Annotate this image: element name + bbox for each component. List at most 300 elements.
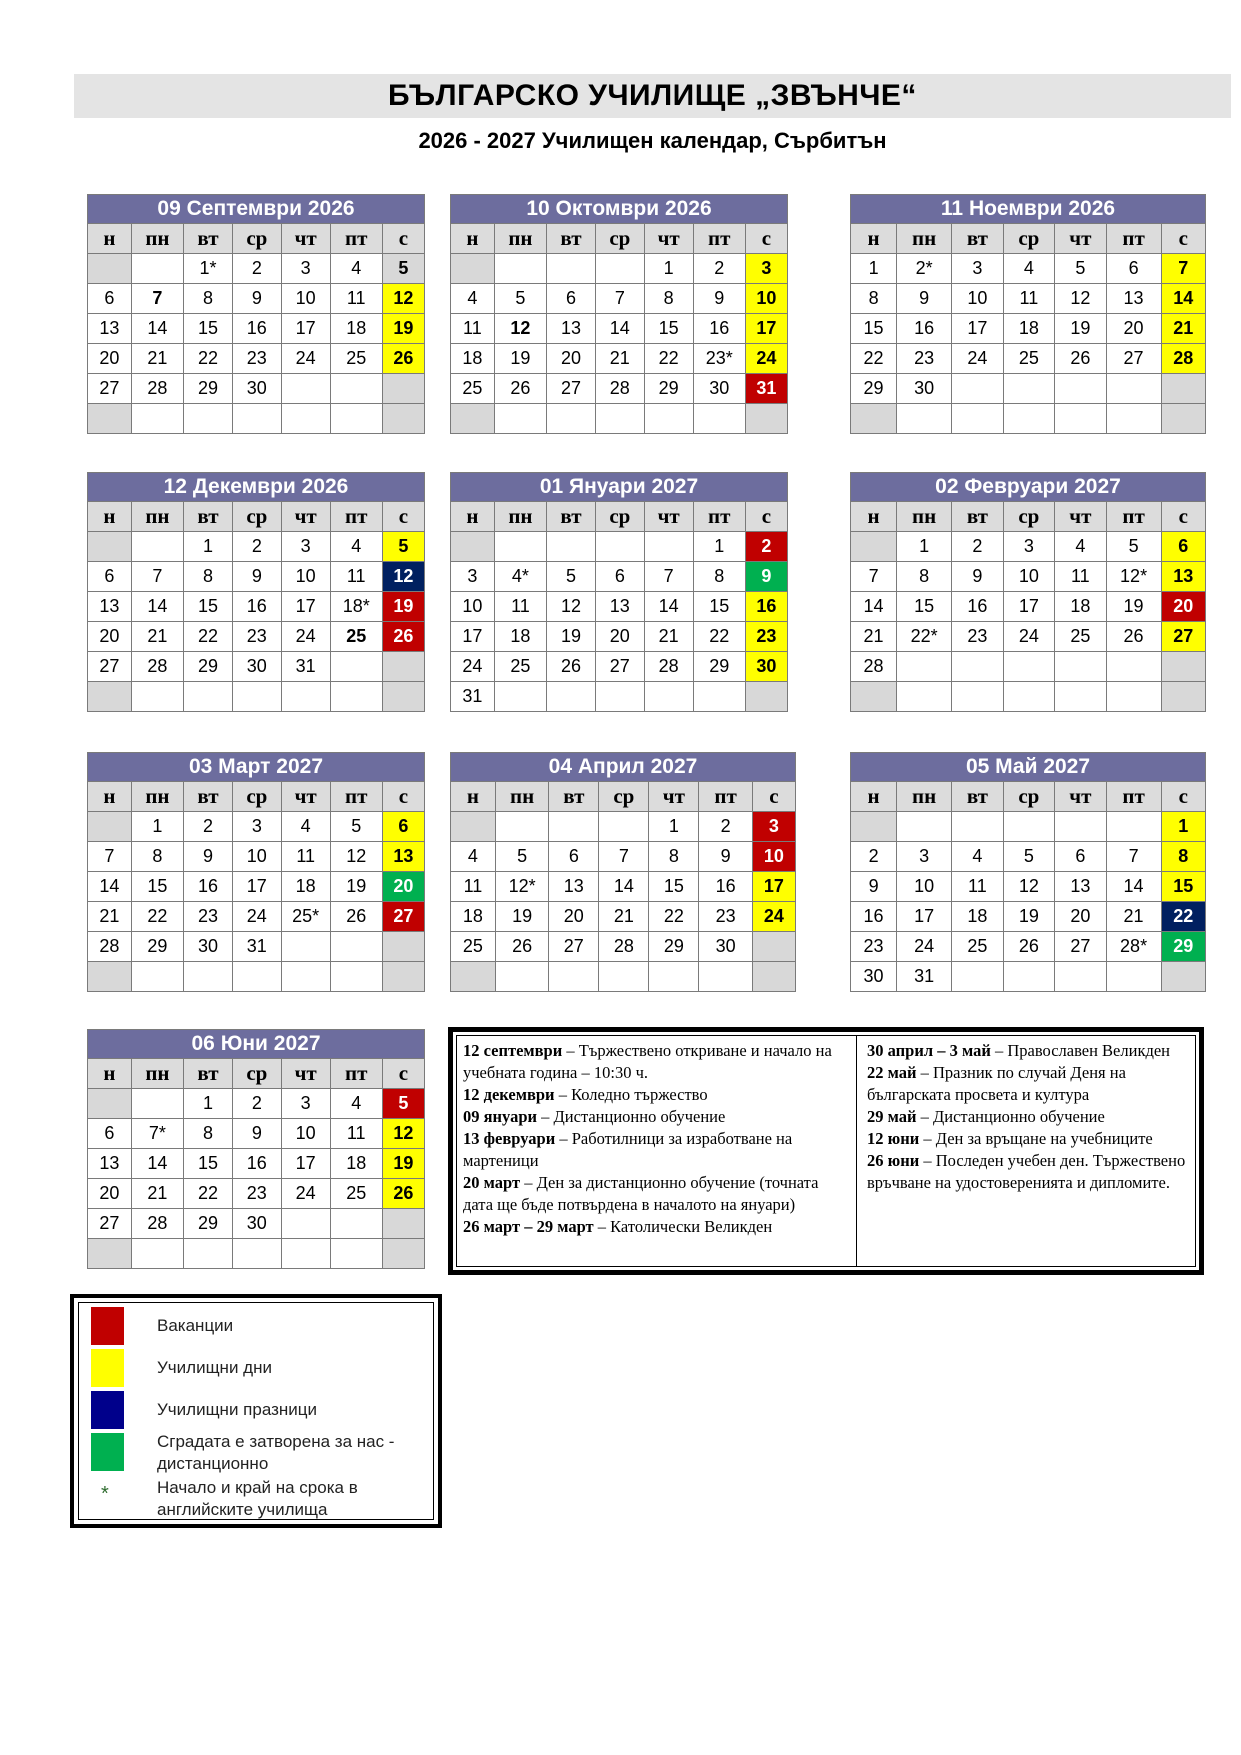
day-cell: 19: [1055, 314, 1106, 344]
month-calendar: [87, 472, 425, 712]
day-cell: 22: [184, 1179, 233, 1209]
day-cell: 21: [131, 344, 183, 374]
day-cell: 30: [851, 962, 897, 992]
week-row: [88, 1149, 425, 1179]
day-cell: 15: [693, 592, 745, 622]
day-cell: 30: [699, 932, 752, 962]
day-cell: 2: [699, 812, 752, 842]
empty-day-cell: [547, 532, 596, 562]
weekday-header: н: [88, 782, 132, 812]
day-cell: 25: [330, 622, 382, 652]
day-cell: 18*: [330, 592, 382, 622]
note-entry: 13 февруари – Работилници за изработване на мартеници: [463, 1129, 793, 1170]
empty-day-cell: [851, 812, 897, 842]
day-cell: 17: [1003, 592, 1054, 622]
weekday-header: пт: [330, 502, 382, 532]
weekday-header: ср: [232, 782, 281, 812]
note-entry: 29 май – Дистанционно обучение: [867, 1107, 1105, 1126]
day-cell: 28: [599, 932, 649, 962]
day-cell: 23: [699, 902, 752, 932]
day-cell: 2: [851, 842, 897, 872]
day-cell: 29: [131, 932, 183, 962]
empty-day-cell: [644, 404, 693, 434]
weekday-header: ср: [232, 1059, 281, 1089]
day-cell: 2: [952, 532, 1003, 562]
weekday-header: вт: [184, 782, 233, 812]
day-cell: 30: [693, 374, 745, 404]
day-cell: 3: [281, 1089, 330, 1119]
note-date: 30 април – 3 май: [867, 1041, 991, 1060]
week-row: [451, 344, 788, 374]
weekday-header: н: [451, 782, 496, 812]
empty-day-cell: [1106, 652, 1161, 682]
week-row: [88, 962, 425, 992]
empty-day-cell: [382, 374, 424, 404]
day-cell: 16: [693, 314, 745, 344]
note-entry: 26 юни – Последен учебен ден. Тържествено връчване на удостоверенията и дипломите.: [867, 1151, 1186, 1192]
day-cell: 14: [644, 592, 693, 622]
weekday-header: ср: [595, 224, 644, 254]
day-cell: 11: [1055, 562, 1106, 592]
day-cell: 15: [649, 872, 699, 902]
day-cell: 17: [451, 622, 495, 652]
week-row: [88, 592, 425, 622]
empty-day-cell: [952, 812, 1003, 842]
day-cell: 17: [281, 592, 330, 622]
week-row: [851, 532, 1206, 562]
empty-day-cell: [1106, 682, 1161, 712]
day-cell: 17: [281, 314, 330, 344]
empty-day-cell: [851, 404, 897, 434]
weekday-header: вт: [952, 502, 1003, 532]
day-cell: 17: [281, 1149, 330, 1179]
empty-day-cell: [330, 1239, 382, 1269]
empty-day-cell: [1003, 652, 1054, 682]
note-entry: 12 септември – Тържествено откриване и начало на учебната година – 10:30 ч.: [463, 1041, 832, 1082]
day-cell: 26: [382, 1179, 424, 1209]
day-cell: 15: [184, 1149, 233, 1179]
day-cell: 27: [1161, 622, 1205, 652]
day-cell: 20: [88, 622, 132, 652]
day-cell: 31: [745, 374, 787, 404]
weekday-header: пт: [1106, 224, 1161, 254]
day-cell: 14: [131, 314, 183, 344]
empty-day-cell: [494, 682, 546, 712]
empty-day-cell: [494, 532, 546, 562]
legend-vacation-label: Ваканции: [157, 1316, 234, 1335]
day-cell: 11: [330, 562, 382, 592]
weekday-header: вт: [547, 224, 596, 254]
week-row: [451, 532, 788, 562]
day-cell: 6: [88, 284, 132, 314]
weekday-header: пн: [131, 1059, 183, 1089]
day-cell: 14: [131, 1149, 183, 1179]
day-cell: 10: [451, 592, 495, 622]
day-cell: 7: [131, 284, 183, 314]
day-cell: 29: [184, 1209, 233, 1239]
weekday-header: пн: [494, 502, 546, 532]
day-cell: 23: [184, 902, 233, 932]
day-cell: 21: [851, 622, 897, 652]
empty-day-cell: [1161, 682, 1205, 712]
note-date: 20 март: [463, 1173, 521, 1192]
weekday-header: пт: [693, 502, 745, 532]
day-cell: 22: [851, 344, 897, 374]
day-cell: 23: [952, 622, 1003, 652]
week-row: [88, 374, 425, 404]
day-cell: 28: [131, 374, 183, 404]
month-calendar: [450, 472, 788, 712]
month-calendar: [450, 752, 796, 992]
note-entry: 26 март – 29 март – Католически Великден: [463, 1217, 773, 1236]
day-cell: 4: [451, 842, 496, 872]
weekday-header: с: [745, 502, 787, 532]
empty-day-cell: [1055, 812, 1106, 842]
day-cell: 1: [851, 254, 897, 284]
day-cell: 25: [451, 932, 496, 962]
day-cell: 4: [281, 812, 330, 842]
week-row: [851, 682, 1206, 712]
weekday-header: чт: [644, 502, 693, 532]
week-row: [88, 652, 425, 682]
day-cell: 28: [131, 1209, 183, 1239]
month-title: 10 Октомври 2026: [451, 195, 788, 224]
day-cell: 6: [382, 812, 424, 842]
weekday-header: пн: [897, 502, 952, 532]
weekday-header: с: [382, 782, 424, 812]
week-row: [451, 932, 796, 962]
weekday-header: с: [745, 224, 787, 254]
empty-day-cell: [382, 652, 424, 682]
weekday-header: с: [382, 502, 424, 532]
day-cell: 1: [131, 812, 183, 842]
day-cell: 6: [595, 562, 644, 592]
legend-inner: [78, 1302, 434, 1520]
day-cell: 5: [495, 842, 548, 872]
empty-day-cell: [451, 404, 495, 434]
empty-day-cell: [1055, 962, 1106, 992]
day-cell: 24: [952, 344, 1003, 374]
day-cell: 15: [184, 314, 233, 344]
weekday-header: ср: [232, 502, 281, 532]
weekday-header: чт: [644, 224, 693, 254]
day-cell: 6: [1161, 532, 1205, 562]
day-cell: 24: [451, 652, 495, 682]
day-cell: 11: [330, 1119, 382, 1149]
day-cell: 21: [131, 622, 183, 652]
day-cell: 7: [599, 842, 649, 872]
day-cell: 7: [1161, 254, 1205, 284]
day-cell: 23*: [693, 344, 745, 374]
empty-day-cell: [952, 682, 1003, 712]
day-cell: 19: [382, 592, 424, 622]
empty-day-cell: [382, 962, 424, 992]
day-cell: 3: [232, 812, 281, 842]
day-cell: 16: [699, 872, 752, 902]
note-date: 26 юни: [867, 1151, 920, 1170]
vacation-swatch: [91, 1307, 124, 1345]
day-cell: 3: [281, 532, 330, 562]
empty-day-cell: [330, 404, 382, 434]
day-cell: 14: [851, 592, 897, 622]
day-cell: 6: [88, 1119, 132, 1149]
day-cell: 20: [549, 902, 599, 932]
empty-day-cell: [88, 682, 132, 712]
day-cell: 9: [232, 284, 281, 314]
day-cell: 10: [897, 872, 952, 902]
empty-day-cell: [382, 682, 424, 712]
day-cell: 9: [851, 872, 897, 902]
empty-day-cell: [330, 682, 382, 712]
day-cell: 11: [451, 314, 495, 344]
closed-swatch: [91, 1433, 124, 1471]
empty-day-cell: [952, 404, 1003, 434]
day-cell: 20: [88, 1179, 132, 1209]
day-cell: 26: [330, 902, 382, 932]
weekday-header: ср: [1003, 502, 1054, 532]
week-row: [451, 374, 788, 404]
day-cell: 13: [1106, 284, 1161, 314]
day-cell: 5: [1055, 254, 1106, 284]
day-cell: 12: [382, 284, 424, 314]
weekday-header: чт: [281, 782, 330, 812]
week-row: [88, 1209, 425, 1239]
day-cell: 13: [88, 314, 132, 344]
week-row: [451, 902, 796, 932]
day-cell: 8: [649, 842, 699, 872]
weekday-header: пт: [693, 224, 745, 254]
day-cell: 17: [952, 314, 1003, 344]
week-row: [451, 562, 788, 592]
day-cell: 28*: [1106, 932, 1161, 962]
day-cell: 10: [281, 562, 330, 592]
day-cell: 20: [547, 344, 596, 374]
weekday-header: вт: [184, 224, 233, 254]
day-cell: 25: [1003, 344, 1054, 374]
week-row: [851, 812, 1206, 842]
week-row: [88, 532, 425, 562]
month-title: 04 Април 2027: [451, 753, 796, 782]
week-row: [451, 842, 796, 872]
day-cell: 19: [495, 902, 548, 932]
month-calendar: [87, 1029, 425, 1269]
day-cell: 1: [693, 532, 745, 562]
day-cell: 8: [131, 842, 183, 872]
empty-day-cell: [693, 404, 745, 434]
day-cell: 14: [1106, 872, 1161, 902]
week-row: [851, 872, 1206, 902]
day-cell: 25: [494, 652, 546, 682]
day-cell: 25: [1055, 622, 1106, 652]
day-cell: 9: [232, 562, 281, 592]
day-cell: 13: [88, 1149, 132, 1179]
note-date: 22 май: [867, 1063, 917, 1082]
legend-school-days-label: Училищни дни: [157, 1358, 272, 1377]
day-cell: 26: [1003, 932, 1054, 962]
day-cell: 10: [232, 842, 281, 872]
empty-day-cell: [1161, 962, 1205, 992]
week-row: [851, 344, 1206, 374]
day-cell: 14: [1161, 284, 1205, 314]
day-cell: 12: [1003, 872, 1054, 902]
empty-day-cell: [131, 1239, 183, 1269]
day-cell: 12: [547, 592, 596, 622]
empty-day-cell: [232, 1239, 281, 1269]
week-row: [851, 314, 1206, 344]
day-cell: 22: [644, 344, 693, 374]
day-cell: 30: [745, 652, 787, 682]
week-row: [451, 404, 788, 434]
week-row: [451, 812, 796, 842]
day-cell: 8: [1161, 842, 1205, 872]
empty-day-cell: [281, 1239, 330, 1269]
empty-day-cell: [897, 812, 952, 842]
week-row: [451, 592, 788, 622]
empty-day-cell: [131, 404, 183, 434]
day-cell: 11: [330, 284, 382, 314]
week-row: [451, 622, 788, 652]
day-cell: 30: [232, 374, 281, 404]
empty-day-cell: [897, 652, 952, 682]
day-cell: 20: [88, 344, 132, 374]
day-cell: 11: [1003, 284, 1054, 314]
empty-day-cell: [131, 962, 183, 992]
empty-day-cell: [382, 932, 424, 962]
empty-day-cell: [1003, 682, 1054, 712]
day-cell: 6: [88, 562, 132, 592]
day-cell: 18: [952, 902, 1003, 932]
day-cell: 5: [382, 1089, 424, 1119]
empty-day-cell: [644, 532, 693, 562]
empty-day-cell: [232, 404, 281, 434]
empty-day-cell: [232, 682, 281, 712]
day-cell: 26: [1106, 622, 1161, 652]
day-cell: 29: [693, 652, 745, 682]
day-cell: 13: [595, 592, 644, 622]
week-row: [851, 284, 1206, 314]
day-cell: 4: [330, 1089, 382, 1119]
day-cell: 1: [184, 1089, 233, 1119]
day-cell: 9: [699, 842, 752, 872]
day-cell: 21: [599, 902, 649, 932]
empty-day-cell: [131, 682, 183, 712]
day-cell: 19: [382, 1149, 424, 1179]
day-cell: 7: [851, 562, 897, 592]
empty-day-cell: [1003, 962, 1054, 992]
day-cell: 5: [494, 284, 546, 314]
day-cell: 20: [1106, 314, 1161, 344]
week-row: [451, 284, 788, 314]
month-title: 12 Декември 2026: [88, 473, 425, 502]
empty-day-cell: [699, 962, 752, 992]
day-cell: 26: [495, 932, 548, 962]
day-cell: 5: [382, 532, 424, 562]
day-cell: 28: [644, 652, 693, 682]
day-cell: 9: [745, 562, 787, 592]
day-cell: 2: [184, 812, 233, 842]
day-cell: 21: [131, 1179, 183, 1209]
weekday-header: чт: [1055, 782, 1106, 812]
day-cell: 25: [330, 1179, 382, 1209]
day-cell: 21: [595, 344, 644, 374]
month-title: 01 Януари 2027: [451, 473, 788, 502]
day-cell: 17: [752, 872, 795, 902]
day-cell: 25: [952, 932, 1003, 962]
empty-day-cell: [952, 652, 1003, 682]
day-cell: 16: [232, 314, 281, 344]
day-cell: 18: [1003, 314, 1054, 344]
day-cell: 12*: [495, 872, 548, 902]
weekday-header: вт: [184, 502, 233, 532]
day-cell: 7: [1106, 842, 1161, 872]
empty-day-cell: [281, 932, 330, 962]
day-cell: 27: [88, 652, 132, 682]
day-cell: 7*: [131, 1119, 183, 1149]
weekday-header: ср: [1003, 782, 1054, 812]
empty-day-cell: [599, 962, 649, 992]
empty-day-cell: [1003, 404, 1054, 434]
week-row: [851, 842, 1206, 872]
month-title: 05 Май 2027: [851, 753, 1206, 782]
day-cell: 19: [1003, 902, 1054, 932]
day-cell: 11: [451, 872, 496, 902]
day-cell: 4*: [494, 562, 546, 592]
legend-star-symbol: *: [101, 1483, 109, 1505]
day-cell: 6: [549, 842, 599, 872]
empty-day-cell: [952, 962, 1003, 992]
day-cell: 16: [184, 872, 233, 902]
day-cell: 22*: [897, 622, 952, 652]
day-cell: 4: [1003, 254, 1054, 284]
empty-day-cell: [88, 254, 132, 284]
empty-day-cell: [595, 532, 644, 562]
day-cell: 25: [330, 344, 382, 374]
week-row: [88, 622, 425, 652]
day-cell: 27: [1055, 932, 1106, 962]
legend: [70, 1294, 442, 1528]
day-cell: 29: [184, 374, 233, 404]
day-cell: 10: [745, 284, 787, 314]
day-cell: 21: [1106, 902, 1161, 932]
day-cell: 23: [232, 344, 281, 374]
day-cell: 24: [897, 932, 952, 962]
empty-day-cell: [281, 374, 330, 404]
weekday-header: н: [88, 224, 132, 254]
weekday-header: с: [1161, 502, 1205, 532]
day-cell: 4: [952, 842, 1003, 872]
empty-day-cell: [851, 532, 897, 562]
day-cell: 6: [547, 284, 596, 314]
day-cell: 19: [494, 344, 546, 374]
day-cell: 10: [281, 284, 330, 314]
day-cell: 23: [745, 622, 787, 652]
empty-day-cell: [88, 1089, 132, 1119]
day-cell: 27: [88, 1209, 132, 1239]
day-cell: 16: [232, 1149, 281, 1179]
day-cell: 14: [595, 314, 644, 344]
empty-day-cell: [88, 812, 132, 842]
month-title: 02 Февруари 2027: [851, 473, 1206, 502]
empty-day-cell: [1161, 652, 1205, 682]
day-cell: 28: [131, 652, 183, 682]
day-cell: 26: [547, 652, 596, 682]
day-cell: 15: [644, 314, 693, 344]
day-cell: 4: [330, 532, 382, 562]
day-cell: 20: [1161, 592, 1205, 622]
day-cell: 2: [232, 254, 281, 284]
empty-day-cell: [495, 962, 548, 992]
empty-day-cell: [1106, 812, 1161, 842]
